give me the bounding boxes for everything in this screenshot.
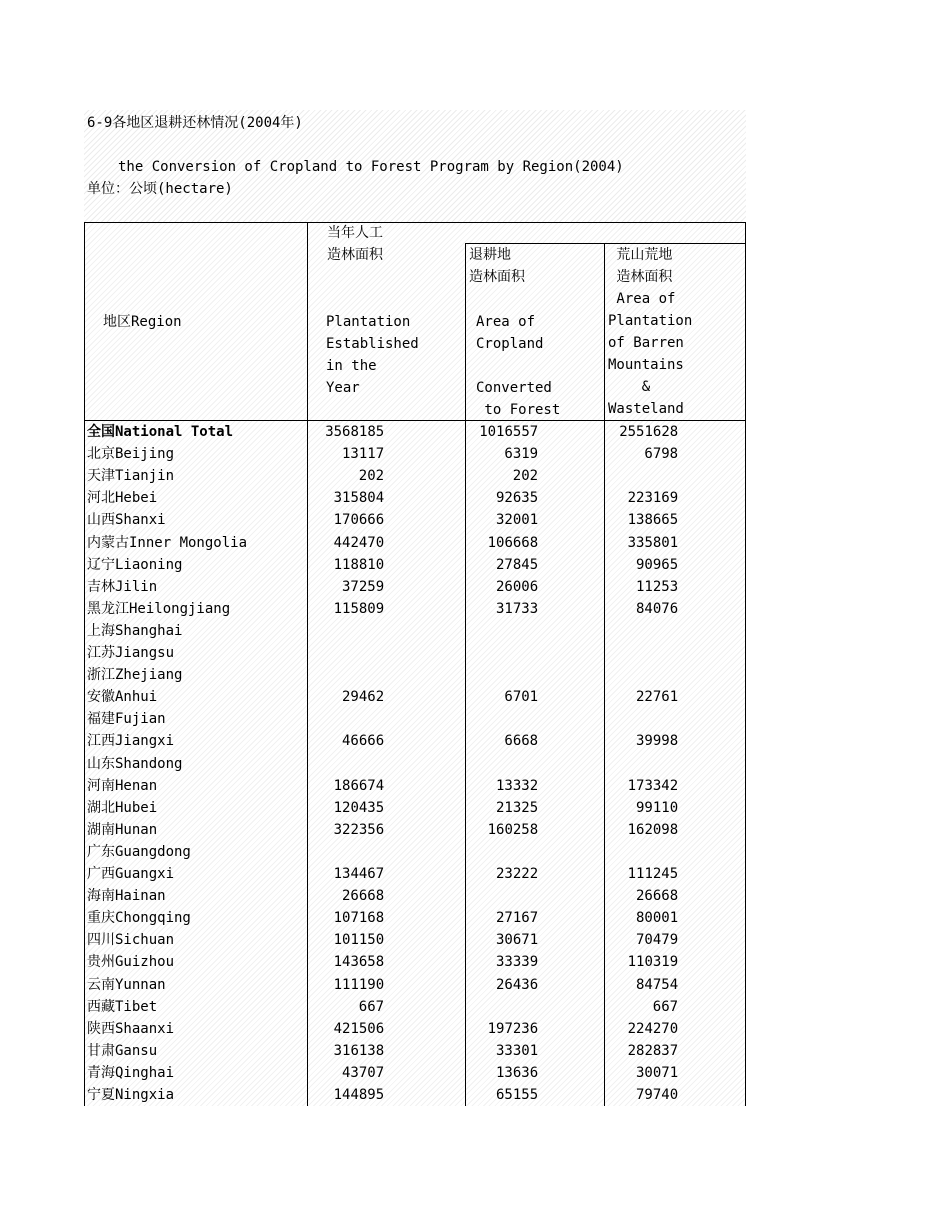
plantation-value: 170666 (333, 512, 385, 529)
region-cell: 内蒙古Inner Mongolia (87, 534, 248, 551)
cropland-value: 21325 (496, 799, 539, 816)
barren-value: 162098 (627, 821, 679, 838)
barren-value: 70479 (636, 932, 679, 949)
region-cell: 黑龙江Heilongjiang (87, 600, 231, 617)
cropland-value: 202 (512, 468, 539, 485)
table-row (84, 620, 746, 642)
table-row (84, 753, 746, 775)
region-cell: 全国National Total (87, 424, 234, 440)
cropland-value: 6701 (504, 689, 539, 706)
table-row (84, 664, 746, 686)
table-row (84, 1040, 746, 1062)
cropland-value: 26436 (496, 976, 539, 993)
table-row (84, 775, 746, 797)
plantation-value: 186674 (333, 777, 385, 794)
plantation-value: 421506 (333, 1020, 385, 1037)
region-cell: 重庆Chongqing (87, 910, 191, 927)
page-title: 6-9各地区退耕还林情况(2004年) (87, 115, 303, 131)
cropland-value: 26006 (496, 578, 539, 595)
plantation-value: 118810 (333, 556, 385, 573)
plantation-value: 144895 (333, 1087, 385, 1103)
table-row (84, 1084, 746, 1106)
table-row (84, 819, 746, 841)
barren-value: 11253 (636, 578, 679, 595)
plantation-value: 115809 (333, 600, 385, 617)
region-cell: 江苏Jiangsu (87, 645, 175, 661)
table-row (84, 974, 746, 996)
cropland-value: 27845 (496, 556, 539, 573)
table-row (84, 1062, 746, 1084)
plantation-value: 13117 (342, 446, 385, 463)
table-row (84, 554, 746, 576)
plantation-value: 101150 (333, 932, 385, 949)
table-row (84, 598, 746, 620)
barren-value: 282837 (627, 1042, 679, 1059)
cropland-value: 6668 (504, 733, 539, 750)
plantation-value: 37259 (342, 578, 385, 595)
barren-value: 39998 (636, 733, 679, 750)
cropland-value: 31733 (496, 600, 539, 617)
table-row (84, 642, 746, 664)
header-region: 地区Region (103, 314, 182, 330)
barren-value: 111245 (627, 866, 679, 882)
region-cell: 福建Fujian (87, 711, 166, 728)
plantation-value: 315804 (333, 490, 385, 507)
plantation-value: 26668 (342, 888, 385, 905)
barren-value: 80001 (636, 910, 679, 927)
barren-value: 110319 (627, 954, 679, 971)
header-col1-cn: 当年人工 造林面积 (327, 225, 383, 263)
region-cell: 海南Hainan (87, 888, 166, 905)
table-row (84, 443, 746, 465)
barren-value: 84076 (636, 600, 679, 617)
barren-value: 6798 (644, 446, 679, 463)
barren-value: 79740 (636, 1087, 679, 1103)
table-row (84, 885, 746, 907)
plantation-value: 202 (358, 468, 385, 485)
cropland-value: 30671 (496, 932, 539, 949)
page-subtitle: the Conversion of Cropland to Forest Program by Region(2004) (118, 159, 624, 175)
barren-value: 223169 (627, 490, 679, 507)
header-col2-en: Area of Cropland Converted to Forest (476, 314, 561, 418)
region-cell: 上海Shanghai (87, 622, 183, 639)
cropland-value: 33301 (496, 1042, 539, 1059)
table-top-border (84, 222, 746, 223)
region-cell: 天津Tianjin (87, 468, 175, 485)
cropland-value: 23222 (496, 866, 539, 882)
plantation-value: 322356 (333, 821, 385, 838)
table-row (84, 487, 746, 509)
table-row (84, 465, 746, 487)
region-cell: 陕西Shaanxi (87, 1020, 175, 1037)
cropland-value: 160258 (487, 821, 539, 838)
barren-value: 173342 (627, 777, 679, 794)
region-cell: 四川Sichuan (87, 932, 175, 949)
barren-value: 22761 (636, 689, 679, 706)
table-row (84, 797, 746, 819)
header-col1-en: Plantation Established in the Year (326, 314, 419, 396)
region-cell: 山西Shanxi (87, 512, 166, 529)
barren-value: 335801 (627, 534, 679, 551)
barren-value: 30071 (636, 1064, 679, 1081)
barren-value: 224270 (627, 1020, 679, 1037)
region-cell: 北京Beijing (87, 446, 175, 463)
barren-value: 26668 (636, 888, 679, 905)
table-row (84, 532, 746, 554)
region-cell: 青海Qinghai (87, 1064, 175, 1081)
table-row (84, 929, 746, 951)
region-cell: 宁夏Ningxia (87, 1087, 175, 1103)
cropland-value: 32001 (496, 512, 539, 529)
barren-value: 90965 (636, 556, 679, 573)
region-cell: 广西Guangxi (87, 866, 175, 882)
barren-value: 2551628 (619, 424, 679, 440)
region-cell: 贵州Guizhou (87, 954, 175, 971)
cropland-value: 197236 (487, 1020, 539, 1037)
plantation-value: 134467 (333, 866, 385, 882)
plantation-value: 316138 (333, 1042, 385, 1059)
cropland-value: 92635 (496, 490, 539, 507)
region-cell: 辽宁Liaoning (87, 556, 183, 573)
cropland-value: 65155 (496, 1087, 539, 1103)
barren-value: 84754 (636, 976, 679, 993)
plantation-value: 107168 (333, 910, 385, 927)
table-row (84, 708, 746, 730)
table-row (84, 996, 746, 1018)
plantation-value: 111190 (333, 976, 385, 993)
table-row (84, 907, 746, 929)
table-row (84, 421, 746, 443)
barren-value: 667 (652, 998, 679, 1015)
cropland-value: 106668 (487, 534, 539, 551)
cropland-value: 13332 (496, 777, 539, 794)
table-row (84, 509, 746, 531)
plantation-value: 143658 (333, 954, 385, 971)
region-cell: 河北Hebei (87, 490, 158, 507)
table-row (84, 863, 746, 885)
cropland-value: 27167 (496, 910, 539, 927)
region-cell: 吉林Jilin (87, 578, 158, 595)
region-cell: 江西Jiangxi (87, 733, 175, 750)
plantation-value: 43707 (342, 1064, 385, 1081)
table-row (84, 576, 746, 598)
region-cell: 山东Shandong (87, 755, 183, 772)
table-row (84, 951, 746, 973)
cropland-value: 33339 (496, 954, 539, 971)
header-col3: 荒山荒地 造林面积 Area of Plantation of Barren Mountains & Wasteland (608, 247, 693, 417)
barren-value: 138665 (627, 512, 679, 529)
plantation-value: 46666 (342, 733, 385, 750)
plantation-value: 29462 (342, 689, 385, 706)
plantation-value: 3568185 (325, 424, 385, 440)
plantation-value: 120435 (333, 799, 385, 816)
unit-label: 单位：公顷(hectare) (87, 181, 233, 197)
plantation-value: 442470 (333, 534, 385, 551)
cropland-value: 6319 (504, 446, 539, 463)
cropland-value: 13636 (496, 1064, 539, 1081)
region-cell: 安徽Anhui (87, 689, 158, 706)
barren-value: 99110 (636, 799, 679, 816)
plantation-value: 667 (358, 998, 385, 1015)
table-row (84, 1018, 746, 1040)
region-cell: 云南Yunnan (87, 976, 166, 993)
region-cell: 湖北Hubei (87, 799, 158, 816)
region-cell: 西藏Tibet (87, 998, 158, 1015)
table-row (84, 686, 746, 708)
region-cell: 广东Guangdong (87, 843, 191, 860)
table-row (84, 730, 746, 752)
cropland-value: 1016557 (479, 424, 539, 440)
region-cell: 湖南Hunan (87, 821, 158, 838)
table-row (84, 841, 746, 863)
region-cell: 河南Henan (87, 777, 158, 794)
header-col2-cn: 退耕地 造林面积 (469, 247, 525, 285)
region-cell: 甘肃Gansu (87, 1042, 158, 1059)
region-cell: 浙江Zhejiang (87, 667, 183, 684)
